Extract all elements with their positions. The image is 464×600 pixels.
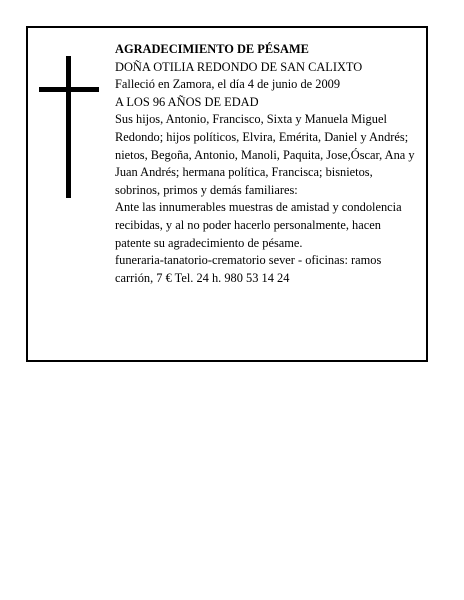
- age-at-death: A LOS 96 AÑOS DE EDAD: [115, 94, 259, 109]
- thanks-message: Ante las innumerables muestras de amistad y condolencia recibidas, y al no poder hacerlo personalmente, hacen patente su agradecimiento de pésame.: [115, 200, 402, 250]
- obituary-notice: [26, 26, 428, 362]
- deceased-name: DOÑA OTILIA REDONDO DE SAN CALIXTO: [115, 59, 363, 74]
- cross-vertical-bar: [66, 56, 71, 198]
- notice-title: AGRADECIMIENTO DE PÉSAME: [115, 42, 309, 56]
- cross-horizontal-bar: [39, 87, 99, 92]
- death-info: Falleció en Zamora, el día 4 de junio de 2009: [115, 77, 341, 92]
- family-list: Sus hijos, Antonio, Francisco, Sixta y Manuela Miguel Redondo; hijos políticos, Elvira, Emérita, Daniel y Andrés; nietos, Begoña, Antonio, Manoli, Paquita, Jose,Óscar, Ana y Juan Andrés; hermana política, Francisca; bisnietos, sobrinos, primos y demás familiares:: [115, 112, 415, 197]
- notice-text-block: [115, 41, 415, 287]
- funeral-home-info: funeraria-tanatorio-crematorio sever - oficinas: ramos carrión, 7 € Tel. 24 h. 980 53 14 24: [115, 253, 382, 285]
- latin-cross-icon: [39, 56, 99, 198]
